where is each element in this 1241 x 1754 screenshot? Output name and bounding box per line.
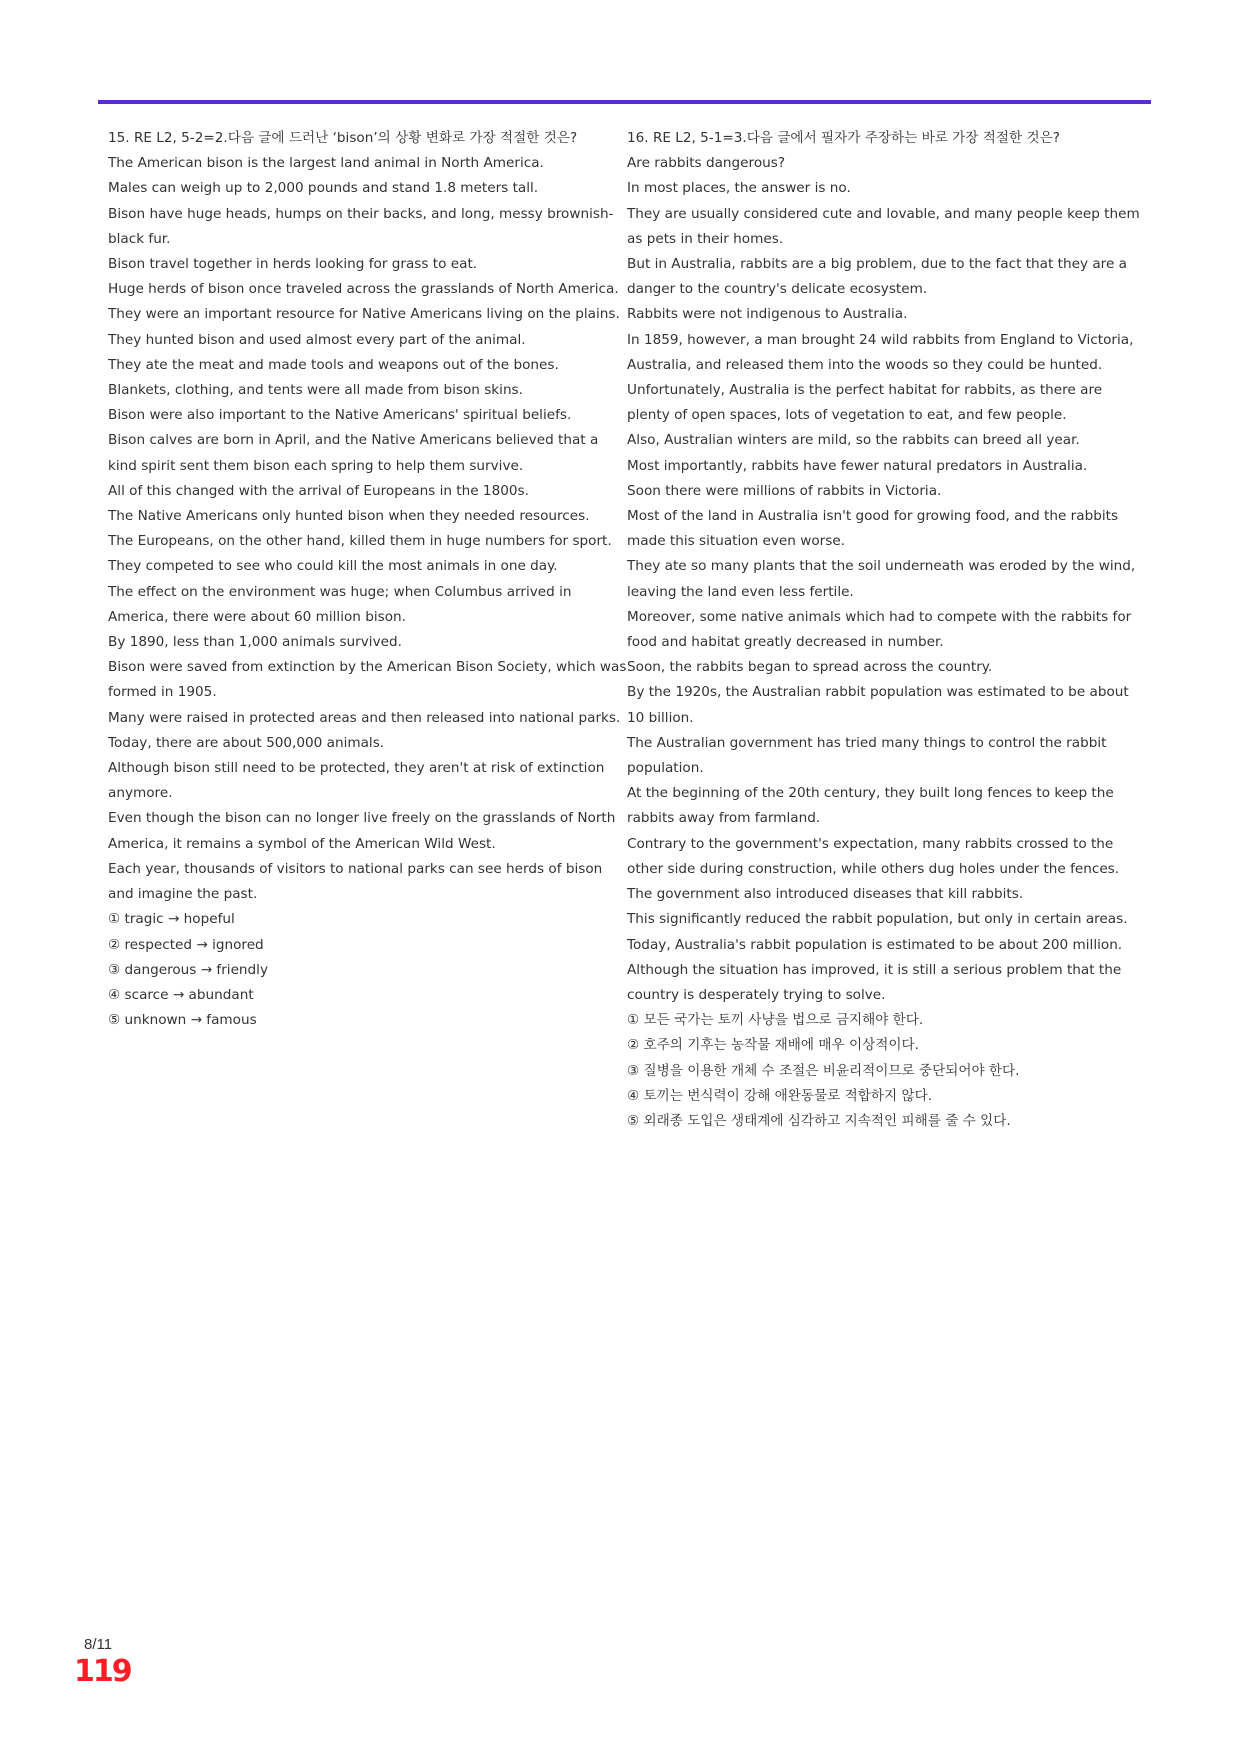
answer-choice-4[interactable]: ④ scarce → abundant <box>108 986 254 1003</box>
passage-line: Unfortunately, Australia is the perfect habitat for rabbits, as there are plenty of open spaces, lots of vegetation to eat, and few people. <box>627 382 1103 424</box>
passage-line: Although bison still need to be protected, they aren't at risk of extinction anymore. <box>108 760 605 802</box>
answer-choice-4[interactable]: ④ 토끼는 번식력이 강해 애완동물로 적합하지 않다. <box>627 1087 933 1104</box>
passage-line: The Native Americans only hunted bison when they needed resources. <box>108 508 590 525</box>
passage-line: The effect on the environment was huge; when Columbus arrived in America, there were about 60 million bison. <box>108 583 572 625</box>
answer-choice-3[interactable]: ③ dangerous → friendly <box>108 961 268 978</box>
passage-line: By 1890, less than 1,000 animals survived. <box>108 634 402 651</box>
question-16-choices <box>627 1008 1149 1134</box>
question-15 <box>108 126 628 1033</box>
passage-line: Also, Australian winters are mild, so the rabbits can breed all year. <box>627 432 1080 449</box>
answer-choice-5[interactable]: ⑤ unknown → famous <box>108 1012 257 1029</box>
passage-line: Bison travel together in herds looking for grass to eat. <box>108 256 478 273</box>
brand-logo: 119 <box>74 1654 131 1689</box>
passage-line: The government also introduced diseases that kill rabbits. <box>627 886 1024 903</box>
passage-line: Most of the land in Australia isn't good for growing food, and the rabbits made this situation even worse. <box>627 508 1119 550</box>
passage-line: Bison were also important to the Native Americans' spiritual beliefs. <box>108 407 572 424</box>
answer-choice-2[interactable]: ② 호주의 기후는 농작물 재배에 매우 이상적이다. <box>627 1037 919 1054</box>
question-15-choices <box>108 907 628 1033</box>
passage-line: Soon, the rabbits began to spread across the country. <box>627 659 993 676</box>
passage-line: Most importantly, rabbits have fewer natural predators in Australia. <box>627 457 1088 474</box>
passage-line: Bison calves are born in April, and the Native Americans believed that a kind spirit sent them bison each spring to help them survive. <box>108 432 599 474</box>
passage-line: But in Australia, rabbits are a big problem, due to the fact that they are a danger to the country's delicate ecosystem. <box>627 256 1127 298</box>
question-15-passage <box>108 151 628 907</box>
top-divider <box>98 100 1151 104</box>
passage-line: In 1859, however, a man brought 24 wild rabbits from England to Victoria, Australia, and released them into the woods so they could be hunted. <box>627 331 1134 373</box>
passage-line: The American bison is the largest land animal in North America. <box>108 155 544 172</box>
passage-line: Huge herds of bison once traveled across the grasslands of North America. <box>108 281 619 298</box>
passage-line: The Europeans, on the other hand, killed them in huge numbers for sport. <box>108 533 612 550</box>
passage-line: By the 1920s, the Australian rabbit population was estimated to be about 10 billion. <box>627 684 1129 726</box>
passage-line: They are usually considered cute and lovable, and many people keep them as pets in their homes. <box>627 205 1140 247</box>
passage-line: Rabbits were not indigenous to Australia. <box>627 306 908 323</box>
passage-line: Are rabbits dangerous? <box>627 155 786 172</box>
question-16-passage <box>627 151 1149 1008</box>
passage-line: They hunted bison and used almost every part of the animal. <box>108 331 526 348</box>
passage-line: Today, Australia's rabbit population is estimated to be about 200 million. <box>627 936 1123 953</box>
passage-line: This significantly reduced the rabbit population, but only in certain areas. <box>627 911 1128 928</box>
passage-line: Even though the bison can no longer live freely on the grasslands of North America, it remains a symbol of the American Wild West. <box>108 810 616 852</box>
passage-line: Soon there were millions of rabbits in Victoria. <box>627 482 942 499</box>
passage-line: Although the situation has improved, it is still a serious problem that the country is desperately trying to solve. <box>627 961 1122 1003</box>
passage-line: Bison have huge heads, humps on their backs, and long, messy brownish-black fur. <box>108 205 614 247</box>
answer-choice-3[interactable]: ③ 질병을 이용한 개체 수 조절은 비윤리적이므로 중단되어야 한다. <box>627 1062 1020 1079</box>
passage-line: The Australian government has tried many things to control the rabbit population. <box>627 734 1107 777</box>
question-16 <box>627 126 1149 1134</box>
passage-line: They ate the meat and made tools and weapons out of the bones. <box>108 356 559 373</box>
answer-choice-1[interactable]: ① 모든 국가는 토끼 사냥을 법으로 금지해야 한다. <box>627 1012 924 1029</box>
passage-line: At the beginning of the 20th century, they built long fences to keep the rabbits away from farmland. <box>627 785 1114 827</box>
passage-line: Today, there are about 500,000 animals. <box>108 734 385 751</box>
question-15-title: 15. RE L2, 5-2=2.다음 글에 드러난 ‘bison’의 상황 변화로 가장 적절한 것은? <box>108 130 578 146</box>
passage-line: Blankets, clothing, and tents were all made from bison skins. <box>108 382 523 399</box>
passage-line: Many were raised in protected areas and then released into national parks. <box>108 709 621 726</box>
passage-line: They competed to see who could kill the most animals in one day. <box>108 558 558 575</box>
passage-line: Each year, thousands of visitors to national parks can see herds of bison and imagine the past. <box>108 860 603 903</box>
answer-choice-5[interactable]: ⑤ 외래종 도입은 생태계에 심각하고 지속적인 피해를 줄 수 있다. <box>627 1112 1011 1129</box>
answer-choice-1[interactable]: ① tragic → hopeful <box>108 911 235 928</box>
question-16-title: 16. RE L2, 5-1=3.다음 글에서 필자가 주장하는 바로 가장 적절한 것은? <box>627 130 1060 146</box>
page-number: 8/11 <box>84 1636 113 1653</box>
passage-line: Bison were saved from extinction by the American Bison Society, which was formed in 1905. <box>108 659 627 701</box>
passage-line: Moreover, some native animals which had to compete with the rabbits for food and habitat greatly decreased in number. <box>627 608 1132 651</box>
passage-line: Males can weigh up to 2,000 pounds and stand 1.8 meters tall. <box>108 180 539 197</box>
passage-line: They ate so many plants that the soil underneath was eroded by the wind, leaving the land even less fertile. <box>627 558 1136 600</box>
passage-line: In most places, the answer is no. <box>627 180 851 197</box>
passage-line: Contrary to the government's expectation, many rabbits crossed to the other side during construction, while others dug holes under the fences. <box>627 835 1120 877</box>
passage-line: All of this changed with the arrival of Europeans in the 1800s. <box>108 482 529 499</box>
passage-line: They were an important resource for Native Americans living on the plains. <box>108 306 620 323</box>
answer-choice-2[interactable]: ② respected → ignored <box>108 936 264 953</box>
